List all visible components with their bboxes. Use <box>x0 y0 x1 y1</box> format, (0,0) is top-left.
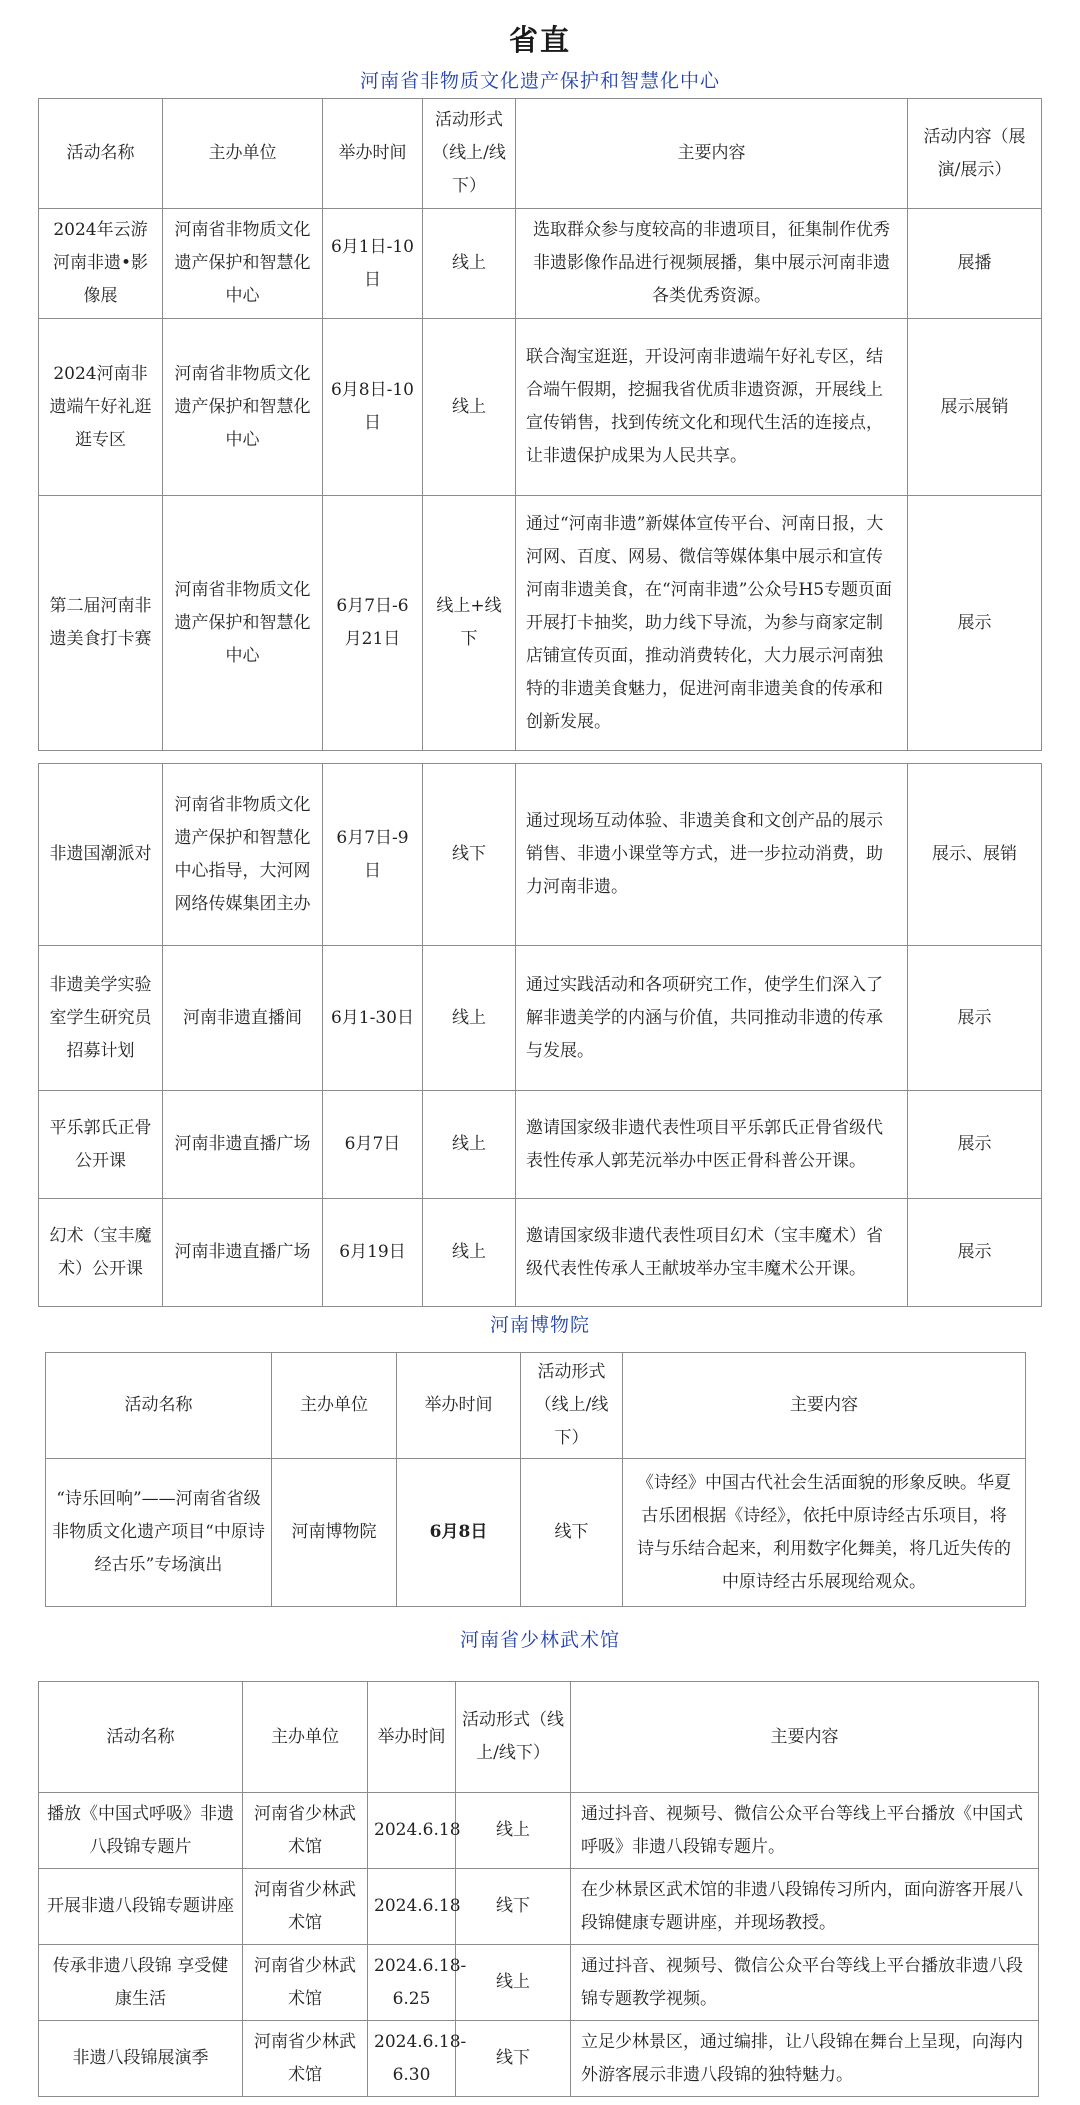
header-cell: 举办时间 <box>368 1682 456 1793</box>
cell-format: 线上+线下 <box>423 496 516 751</box>
header-cell: 举办时间 <box>397 1353 521 1459</box>
cell-type: 展示 <box>908 946 1042 1091</box>
cell-type: 展示展销 <box>908 319 1042 496</box>
cell-format: 线上 <box>456 1793 571 1869</box>
table-row <box>39 496 1042 751</box>
cell-content: 立足少林景区，通过编排，让八段锦在舞台上呈现，向海内外游客展示非遗八段锦的独特魅力。 <box>571 2021 1039 2097</box>
cell-time: 6月7日-9日 <box>323 764 423 946</box>
cell-organizer: 河南非遗直播广场 <box>163 1091 323 1199</box>
cell-type: 展示 <box>908 1091 1042 1199</box>
cell-content: 邀请国家级非遗代表性项目幻术（宝丰魔术）省级代表性传承人王献坡举办宝丰魔术公开课。 <box>516 1199 908 1307</box>
header-cell: 主办单位 <box>163 99 323 209</box>
cell-organizer: 河南非遗直播间 <box>163 946 323 1091</box>
cell-time: 6月7日 <box>323 1091 423 1199</box>
cell-content: 《诗经》中国古代社会生活面貌的形象反映。华夏古乐团根据《诗经》，依托中原诗经古乐项目，将诗与乐结合起来，利用数字化舞美，将几近失传的中原诗经古乐展现给观众。 <box>623 1459 1026 1607</box>
cell-activity-name: 平乐郭氏正骨公开课 <box>39 1091 163 1199</box>
header-cell: 主办单位 <box>243 1682 368 1793</box>
cell-content: 通过抖音、视频号、微信公众平台等线上平台播放《中国式呼吸》非遗八段锦专题片。 <box>571 1793 1039 1869</box>
cell-activity-name: 播放《中国式呼吸》非遗八段锦专题片 <box>39 1793 243 1869</box>
cell-format: 线下 <box>456 2021 571 2097</box>
cell-activity-name: 开展非遗八段锦专题讲座 <box>39 1869 243 1945</box>
section-title-center: 河南省非物质文化遗产保护和智慧化中心 <box>359 70 720 92</box>
table-row <box>39 1199 1042 1307</box>
table-row <box>39 209 1042 319</box>
header-cell: 活动形式（线上/线下） <box>423 99 516 209</box>
cell-organizer: 河南省少林武术馆 <box>243 1869 368 1945</box>
header-cell: 主办单位 <box>272 1353 397 1459</box>
cell-format: 线上 <box>456 1945 571 2021</box>
header-cell: 主要内容 <box>571 1682 1039 1793</box>
cell-organizer: 河南省非物质文化遗产保护和智慧化中心指导，大河网网络传媒集团主办 <box>163 764 323 946</box>
cell-activity-name: 非遗美学实验室学生研究员招募计划 <box>39 946 163 1091</box>
cell-activity-name: “诗乐回响”——河南省省级非物质文化遗产项目“中原诗经古乐”专场演出 <box>46 1459 272 1607</box>
cell-content: 选取群众参与度较高的非遗项目，征集制作优秀非遗影像作品进行视频展播，集中展示河南非遗各类优秀资源。 <box>516 209 908 319</box>
section-title-museum: 河南博物院 <box>489 1314 590 1336</box>
cell-activity-name: 非遗八段锦展演季 <box>39 2021 243 2097</box>
cell-activity-name: 幻术（宝丰魔术）公开课 <box>39 1199 163 1307</box>
section-title-shaolin: 河南省少林武术馆 <box>459 1629 620 1651</box>
cell-time: 2024.6.18-6.30 <box>368 2021 456 2097</box>
cell-time: 6月19日 <box>323 1199 423 1307</box>
cell-activity-name: 非遗国潮派对 <box>39 764 163 946</box>
table-row <box>39 2021 1039 2097</box>
header-cell: 举办时间 <box>323 99 423 209</box>
cell-type: 展播 <box>908 209 1042 319</box>
cell-content: 邀请国家级非遗代表性项目平乐郭氏正骨省级代表性传承人郭芜沅举办中医正骨科普公开课。 <box>516 1091 908 1199</box>
cell-format: 线下 <box>423 764 516 946</box>
header-cell: 活动形式（线上/线下） <box>456 1682 571 1793</box>
cell-content: 在少林景区武术馆的非遗八段锦传习所内，面向游客开展八段锦健康专题讲座，并现场教授。 <box>571 1869 1039 1945</box>
cell-organizer: 河南省非物质文化遗产保护和智慧化中心 <box>163 319 323 496</box>
cell-type: 展示 <box>908 1199 1042 1307</box>
header-cell: 活动形式（线上/线下） <box>521 1353 623 1459</box>
cell-organizer: 河南省少林武术馆 <box>243 1793 368 1869</box>
table-center <box>38 98 1042 1307</box>
header-cell: 活动名称 <box>39 1682 243 1793</box>
cell-organizer: 河南博物院 <box>272 1459 397 1607</box>
cell-format: 线下 <box>456 1869 571 1945</box>
table-row <box>39 1945 1039 2021</box>
table-gap-row <box>39 751 1042 764</box>
cell-activity-name: 2024河南非遗端午好礼逛逛专区 <box>39 319 163 496</box>
header-cell: 活动名称 <box>39 99 163 209</box>
cell-time: 6月1-30日 <box>323 946 423 1091</box>
cell-content: 通过“河南非遗”新媒体宣传平台、河南日报，大河网、百度、网易、微信等媒体集中展示和宣传河南非遗美食，在“河南非遗”公众号H5专题页面开展打卡抽奖，助力线下导流，为参与商家定制店铺宣传页面，推动消费转化，大力展示河南独特的非遗美食魅力，促进河南非遗美食的传承和创新发展。 <box>516 496 908 751</box>
table-gap <box>39 751 1042 764</box>
cell-time: 6月1日-10日 <box>323 209 423 319</box>
table-row <box>39 1869 1039 1945</box>
cell-activity-name: 2024年云游河南非遗•影像展 <box>39 209 163 319</box>
cell-format: 线上 <box>423 319 516 496</box>
table-header-row <box>39 99 1042 209</box>
table-shaolin <box>38 1681 1039 2097</box>
table-header-row <box>46 1353 1026 1459</box>
table-row <box>39 946 1042 1091</box>
cell-organizer: 河南省少林武术馆 <box>243 1945 368 2021</box>
cell-organizer: 河南省非物质文化遗产保护和智慧化中心 <box>163 496 323 751</box>
cell-type: 展示 <box>908 496 1042 751</box>
table-row <box>46 1459 1026 1607</box>
cell-format: 线上 <box>423 1091 516 1199</box>
table-row <box>39 319 1042 496</box>
header-cell: 活动名称 <box>46 1353 272 1459</box>
cell-time: 6月7日-6月21日 <box>323 496 423 751</box>
cell-type: 展示、展销 <box>908 764 1042 946</box>
table-row <box>39 1091 1042 1199</box>
table-row <box>39 1793 1039 1869</box>
cell-format: 线上 <box>423 946 516 1091</box>
cell-time: 6月8日 <box>397 1459 521 1607</box>
cell-organizer: 河南省少林武术馆 <box>243 2021 368 2097</box>
cell-time: 2024.6.18-6.25 <box>368 1945 456 2021</box>
page-title: 省直 <box>508 23 571 57</box>
cell-time: 6月8日-10日 <box>323 319 423 496</box>
cell-organizer: 河南非遗直播广场 <box>163 1199 323 1307</box>
header-cell: 主要内容 <box>516 99 908 209</box>
table-museum <box>45 1352 1026 1607</box>
cell-organizer: 河南省非物质文化遗产保护和智慧化中心 <box>163 209 323 319</box>
header-cell: 活动内容（展演/展示） <box>908 99 1042 209</box>
header-cell: 主要内容 <box>623 1353 1026 1459</box>
cell-activity-name: 传承非遗八段锦 享受健康生活 <box>39 1945 243 2021</box>
cell-content: 联合淘宝逛逛，开设河南非遗端午好礼专区，结合端午假期，挖掘我省优质非遗资源，开展线上宣传销售，找到传统文化和现代生活的连接点，让非遗保护成果为人民共享。 <box>516 319 908 496</box>
cell-content: 通过抖音、视频号、微信公众平台等线上平台播放非遗八段锦专题教学视频。 <box>571 1945 1039 2021</box>
cell-format: 线下 <box>521 1459 623 1607</box>
cell-content: 通过现场互动体验、非遗美食和文创产品的展示销售、非遗小课堂等方式，进一步拉动消费，助力河南非遗。 <box>516 764 908 946</box>
cell-format: 线上 <box>423 1199 516 1307</box>
table-header-row <box>39 1682 1039 1793</box>
cell-activity-name: 第二届河南非遗美食打卡赛 <box>39 496 163 751</box>
cell-content: 通过实践活动和各项研究工作，使学生们深入了解非遗美学的内涵与价值，共同推动非遗的传承与发展。 <box>516 946 908 1091</box>
cell-format: 线上 <box>423 209 516 319</box>
table-row <box>39 764 1042 946</box>
cell-time: 2024.6.18 <box>368 1869 456 1945</box>
cell-time: 2024.6.18 <box>368 1793 456 1869</box>
